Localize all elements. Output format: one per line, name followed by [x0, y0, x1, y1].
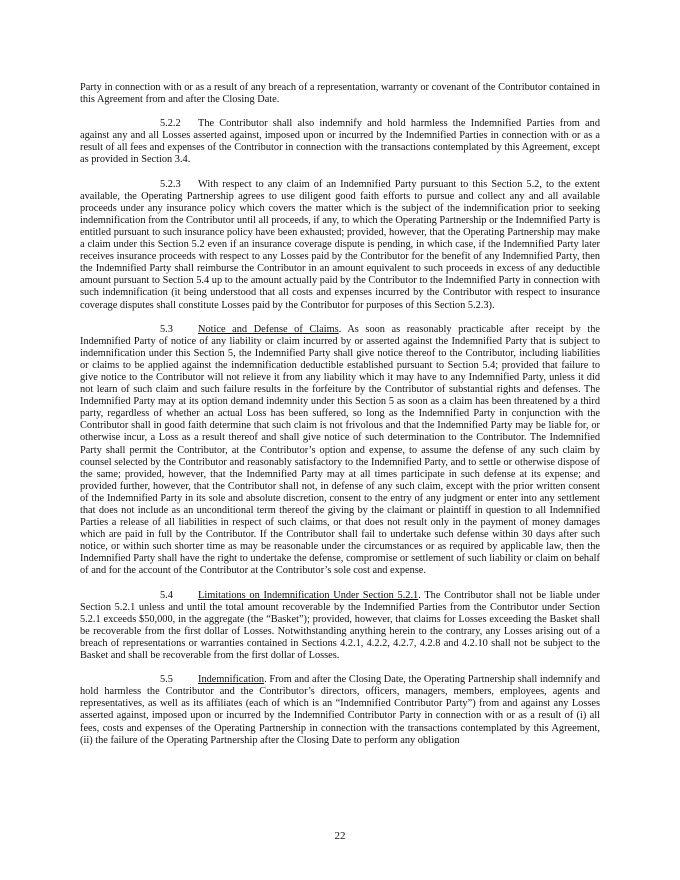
paragraph-text: With respect to any claim of an Indemnified Party pursuant to this Section 5.2, to the extent available, the Operating Partnership agrees to use diligent good faith efforts to pursue and collect any and all available proceeds under any insurance policy which covers the matter which is the subject of the indemnification prior to seeking indemnification from the Contributor until all proceeds, if any, to which the Operating Partnership or the Indemnified Party is entitled pursuant to such insurance policy have been exhausted; provided, however, that the Operating Partnership may make a claim under this Section 5.2 even if an insurance coverage dispute is pending, in which case, if the Indemnified Party later receives insurance proceeds with respect to any Losses paid by the Contributor for the benefit of any Indemnified Party, then the Indemnified Party shall reimburse the Contributor in an amount equivalent to such proceeds in excess of any deductible amount pursuant to Section 5.4 up to the amount actually paid by the Contributor to the Indemnified Party in connection with such indemnification (it being understood that all costs and expenses incurred by the Contributor with respect to insurance coverage disputes shall constitute Losses paid by the Contributor for purposes of this Section 5.2.3).	[80, 178, 600, 311]
section-number: 5.3	[160, 323, 173, 335]
section-number: 5.2.3	[160, 178, 181, 190]
paragraph-text: . The Contributor shall not be liable under Section 5.2.1 unless and until the total amount recoverable by the Indemnified Parties from the Contributor under Section 5.2.1 exceeds $50,000, in the aggregate (the “Basket”); provided, however, that claims for Losses exceeding the Basket shall be recoverable from the first dollar of Losses. Notwithstanding anything herein to the contrary, any Losses arising out of a breach of representations or warranties contained in Sections 4.2.1, 4.2.2, 4.2.7, 4.2.8 and 4.2.10 shall not be subject to the Basket and shall be recoverable from the first dollar of Losses.	[80, 589, 600, 662]
page-number: 22	[334, 830, 346, 842]
section-heading: Notice and Defense of Claims	[198, 323, 339, 335]
document-body	[80, 82, 600, 759]
paragraph-5-2-2	[80, 118, 600, 166]
paragraph-text: . As soon as reasonably practicable after receipt by the Indemnified Party of notice of any liability or claim incurred by or asserted against the Indemnified Party that is subject to indemnification under this Section 5, the Indemnified Party shall give notice thereof to the Contributor, including liabilities or claims to be applied against the indemnification deductible established pursuant to Section 5.4; provided that failure to give notice to the Contributor will not relieve it from any liability which it may have to any Indemnified Party, unless it did not learn of such claim and such failure results in the forfeiture by the Contributor of substantial rights and defenses. The Indemnified Party may at its option demand indemnity under this Section 5 as soon as a claim has been threatened by a third party, regardless of whether an actual Loss has been suffered, so long as the Indemnified Party in conjunction with the Contributor shall in good faith determine that such claim is not frivolous and that the Indemnified Party may be liable for, or otherwise incur, a Loss as a result thereof and shall give notice of such determination to the Contributor. The Indemnified Party shall permit the Contributor, at the Contributor’s option and expense, to assume the defense of any such claim by counsel selected by the Contributor and reasonably satisfactory to the Indemnified Party, and to settle or otherwise dispose of the same; provided, however, that the Indemnified Party may at all times participate in such defense at its expense; and provided further, however, that the Contributor shall not, in defense of any such claim, except with the prior written consent of the Indemnified Party in its sole and absolute discretion, consent to the entry of any judgment or enter into any settlement that does not include as an unconditional term thereof the giving by the claimant or plaintiff in question to all Indemnified Parties a release of all liabilities in respect of such claims, or that does not result only in the payment of money damages which are paid in full by the Contributor. If the Contributor shall fail to undertake such defense within 30 days after such notice, or within such shorter time as may be reasonable under the circumstances or as required by applicable law, then the Indemnified Party shall have the right to undertake the defense, compromise or settlement of such liability or claim on behalf of and for the account of the Contributor at the Contributor’s sole cost and expense.	[80, 323, 600, 577]
paragraph-5-2-3	[80, 179, 600, 312]
paragraph-continuation: Party in connection with or as a result of any breach of a representation, warranty or covenant of the Contributor contained in this Agreement from and after the Closing Date.	[80, 82, 600, 106]
section-heading: Limitations on Indemnification Under Section 5.2.1	[198, 589, 419, 601]
paragraph-text: . From and after the Closing Date, the Operating Partnership shall indemnify and hold harmless the Contributor and the Contributor’s directors, officers, managers, members, employees, agents and representatives, as well as its affiliates (each of which is an “Indemnified Contributor Party”) from and against any Losses asserted against, imposed upon or incurred by the Indemnified Contributor Party in connection with or as a result of (i) all fees, costs and expenses of the Operating Partnership in connection with the transactions contemplated by this Agreement, (ii) the failure of the Operating Partnership after the Closing Date to perform any obligation	[80, 674, 600, 746]
section-number: 5.5	[160, 674, 173, 686]
paragraph-text: The Contributor shall also indemnify and hold harmless the Indemnified Parties from and against any and all Losses asserted against, imposed upon or incurred by the Indemnified Parties in connection with or as a result of all fees and expenses of the Contributor in connection with the transactions contemplated by this Agreement, except as provided in Section 3.4.	[80, 118, 600, 166]
paragraph-5-5	[80, 674, 600, 747]
section-number: 5.4	[160, 589, 173, 601]
section-heading: Indemnification	[198, 674, 265, 686]
paragraph-5-3	[80, 324, 600, 578]
paragraph-5-4	[80, 590, 600, 663]
section-number: 5.2.2	[160, 118, 181, 130]
